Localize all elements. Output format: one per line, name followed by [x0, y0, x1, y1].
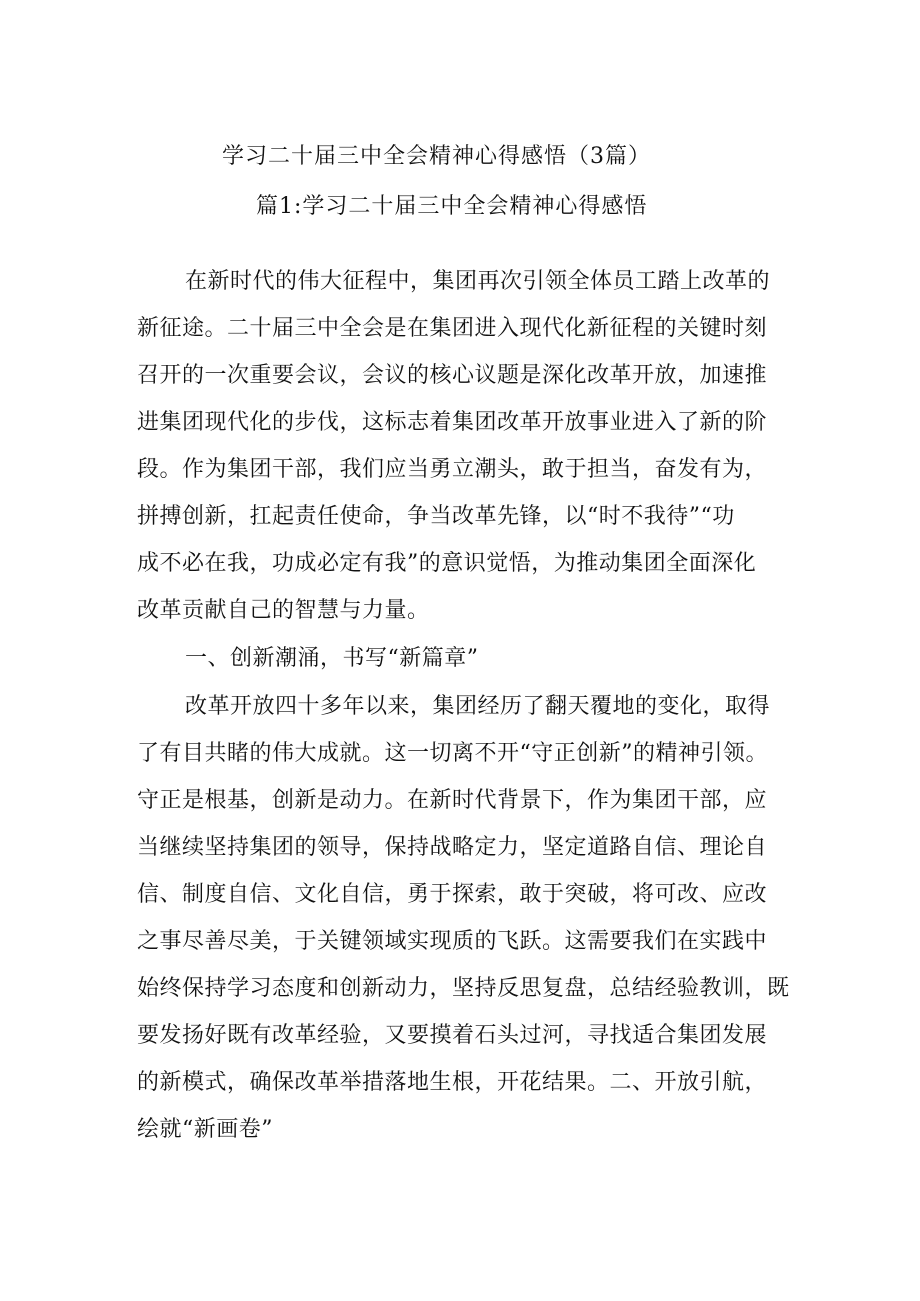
paragraph-line: 当继续坚持集团的领导，保持战略定力，坚定道路自信、理论自 [137, 835, 768, 860]
paragraph-line: 拼搏创新，扛起责任使命，争当改革先锋，以“时不我待”“功 [137, 504, 735, 529]
paragraph-line: 成不必在我，功成必定有我”的意识觉悟，为推动集团全面深化 [137, 551, 757, 576]
paragraph-line: 召开的一次重要会议，会议的核心议题是深化改革开放，加速推 [137, 363, 768, 388]
paragraph-line: 要发扬好既有改革经验，又要摸着石头过河，寻找适合集团发展 [137, 1023, 768, 1048]
paragraph-line: 了有目共睹的伟大成就。这一切离不开“守正创新”的精神引领。 [137, 741, 768, 766]
paragraph-line: 新征途。二十届三中全会是在集团进入现代化新征程的关键时刻 [137, 316, 768, 341]
paragraph-line: 在新时代的伟大征程中，集团再次引领全体员工踏上改革的 [185, 269, 771, 294]
paragraph-line: 始终保持学习态度和创新动力，坚持反思复盘，总结经验教训，既 [137, 976, 790, 1001]
section-heading: 一、创新潮涌，书写“新篇章” [185, 646, 479, 671]
paragraph-line: 进集团现代化的步伐，这标志着集团改革开放事业进入了新的阶 [137, 410, 768, 435]
paragraph-line: 改革开放四十多年以来，集团经历了翻天覆地的变化，取得 [185, 694, 771, 719]
paragraph-line: 信、制度自信、文化自信，勇于探索，敢于突破，将可改、应改 [137, 882, 768, 907]
paragraph-line: 改革贡献自己的智慧与力量。 [137, 598, 430, 623]
paragraph-line: 的新模式，确保改革举措落地生根，开花结果。二、开放引航， [137, 1070, 768, 1095]
document-title: 学习二十届三中全会精神心得感悟（3篇） [222, 144, 651, 169]
document-subtitle: 篇1:学习二十届三中全会精神心得感悟 [256, 194, 648, 219]
paragraph-line: 段。作为集团干部，我们应当勇立潮头，敢于担当，奋发有为， [137, 457, 768, 482]
paragraph-line: 绘就“新画卷” [137, 1117, 273, 1142]
paragraph-line: 之事尽善尽美，于关键领域实现质的飞跃。这需要我们在实践中 [137, 929, 768, 954]
paragraph-line: 守正是根基，创新是动力。在新时代背景下，作为集团干部，应 [137, 788, 768, 813]
